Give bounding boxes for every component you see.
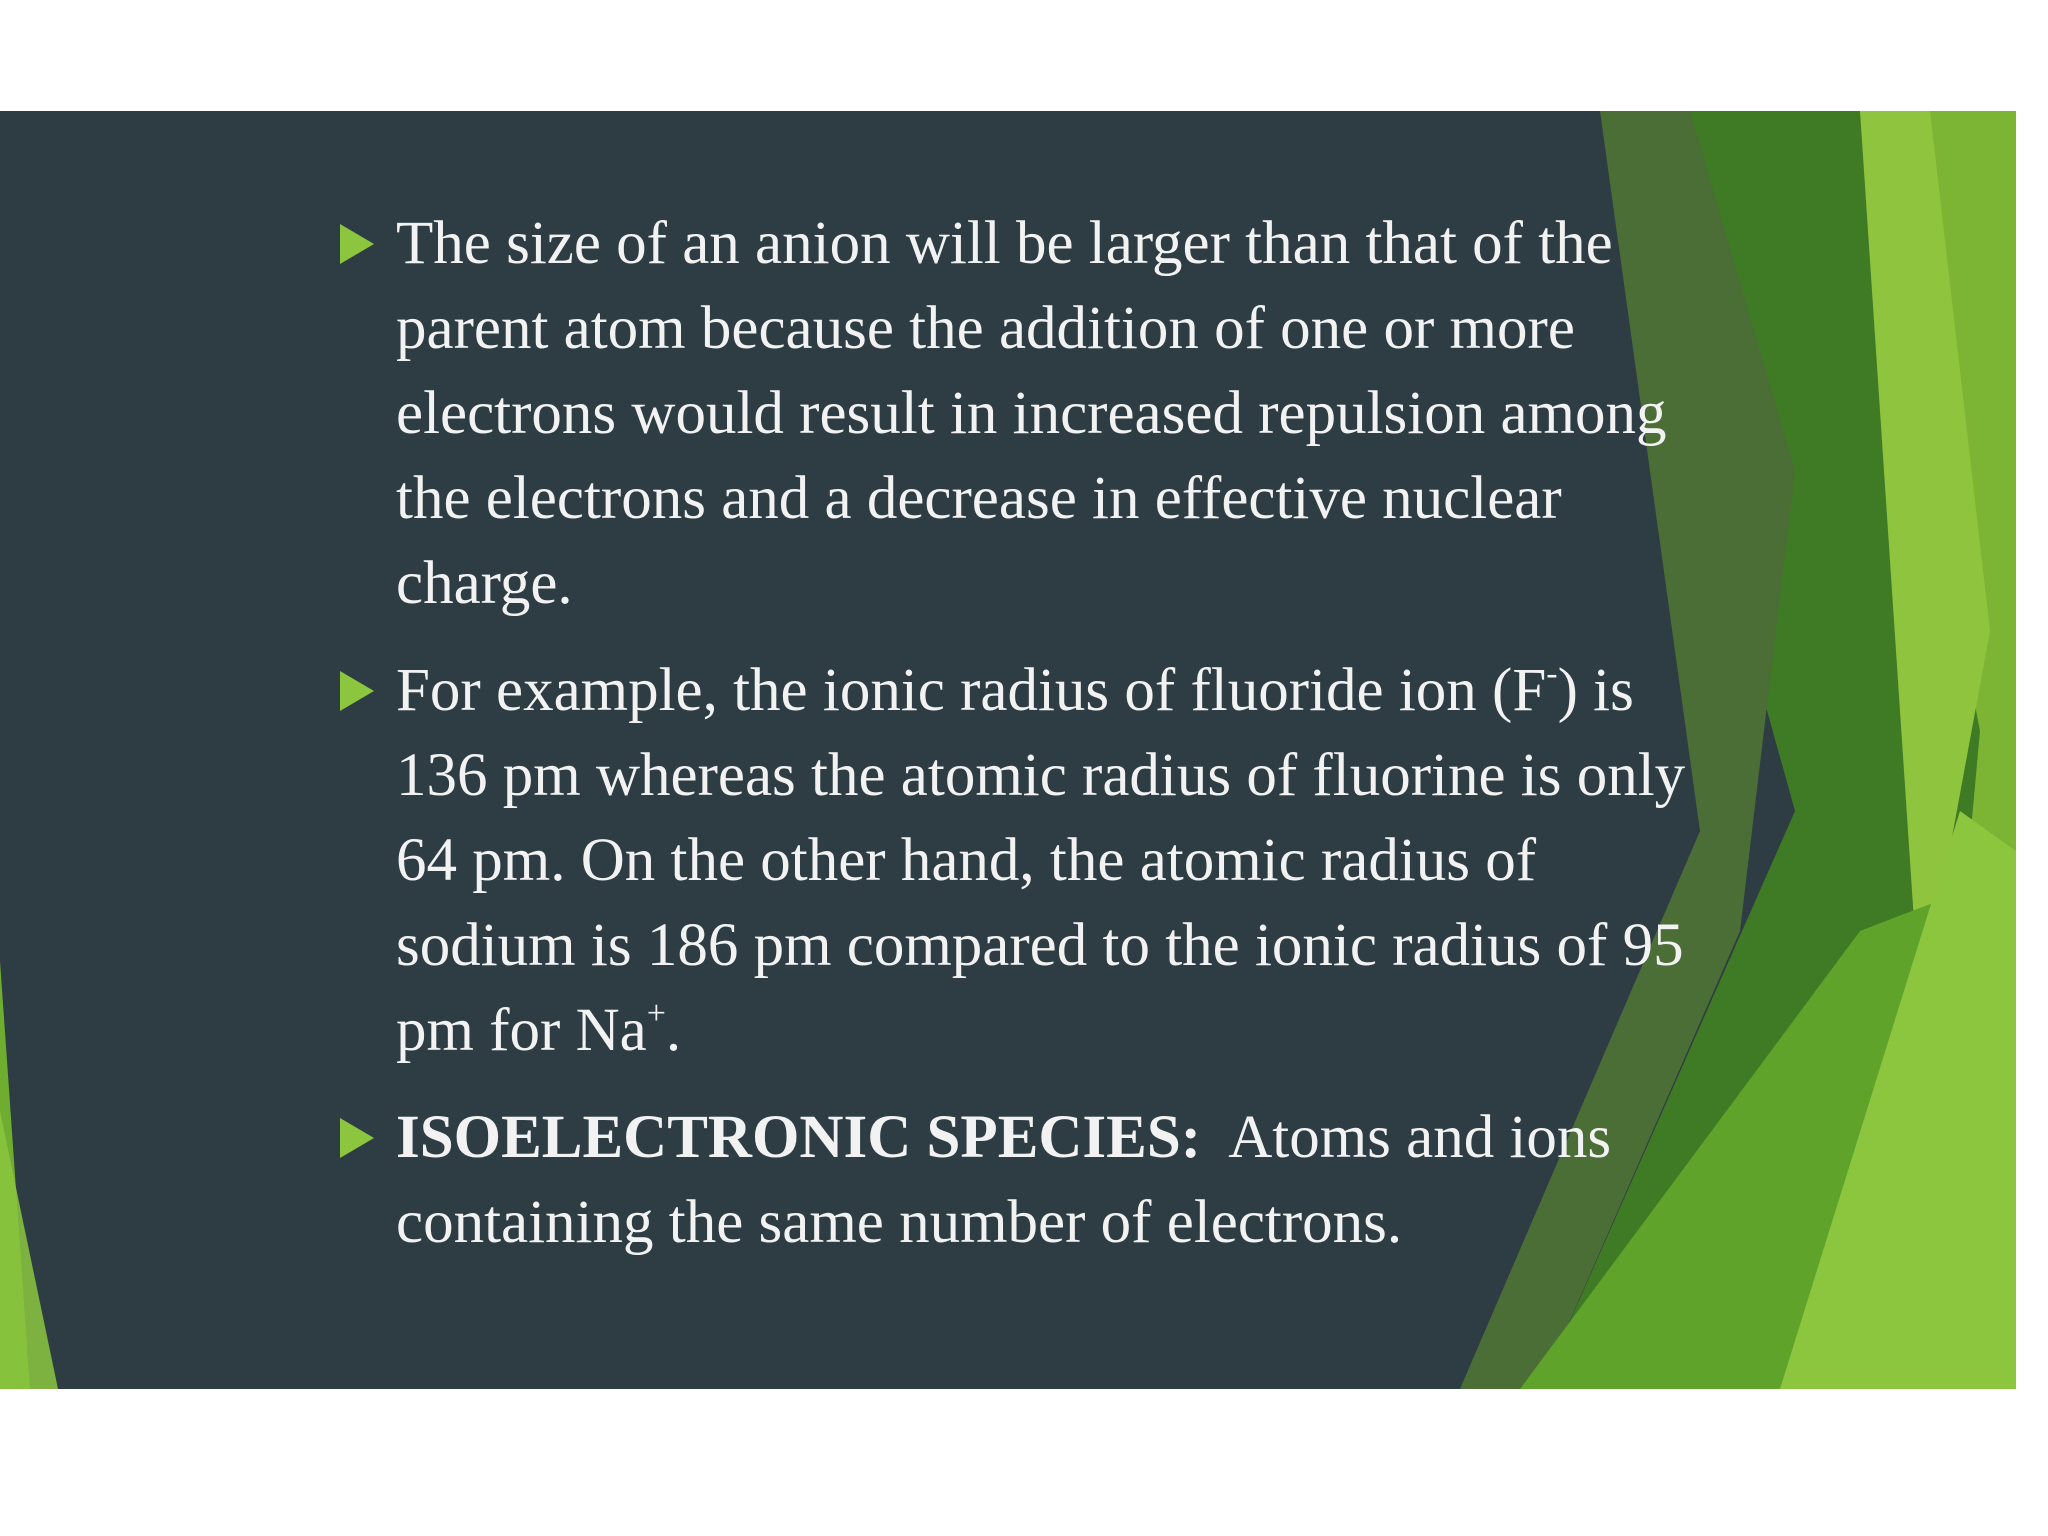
bullet-anion-size (334, 201, 1714, 626)
superscript-plus: + (646, 995, 666, 1032)
bullet-text: Atoms and ions containing the same number of electrons. (396, 1104, 1627, 1256)
triangle-bullet-icon (340, 224, 374, 264)
bullet-isoelectronic-species (334, 1095, 1714, 1265)
slide (0, 111, 2016, 1389)
bullet-text-part-1: For example, the ionic radius of fluoride ion (F (396, 657, 1547, 724)
bullet-text-part-2: ) is 136 pm whereas the atomic radius of fluorine is only 64 pm. On the other hand, the atomic radius of sodium is 186 pm compared to the ionic radius of 95 pm for Na (396, 657, 1686, 1064)
slide-content (334, 201, 1714, 1287)
bullet-text: The size of an anion will be larger than that of the parent atom because the addition of one or more electrons would result in increased repulsion among the electrons and a decrease in effective nuclear charge. (396, 210, 1667, 617)
triangle-bullet-icon (340, 671, 374, 711)
bullet-bold-label: ISOELECTRONIC SPECIES: (396, 1104, 1202, 1171)
bullet-fluoride-example (334, 648, 1714, 1073)
superscript-minus: - (1546, 655, 1558, 692)
triangle-bullet-icon (340, 1118, 374, 1158)
bullet-text-part-3: . (665, 997, 682, 1064)
